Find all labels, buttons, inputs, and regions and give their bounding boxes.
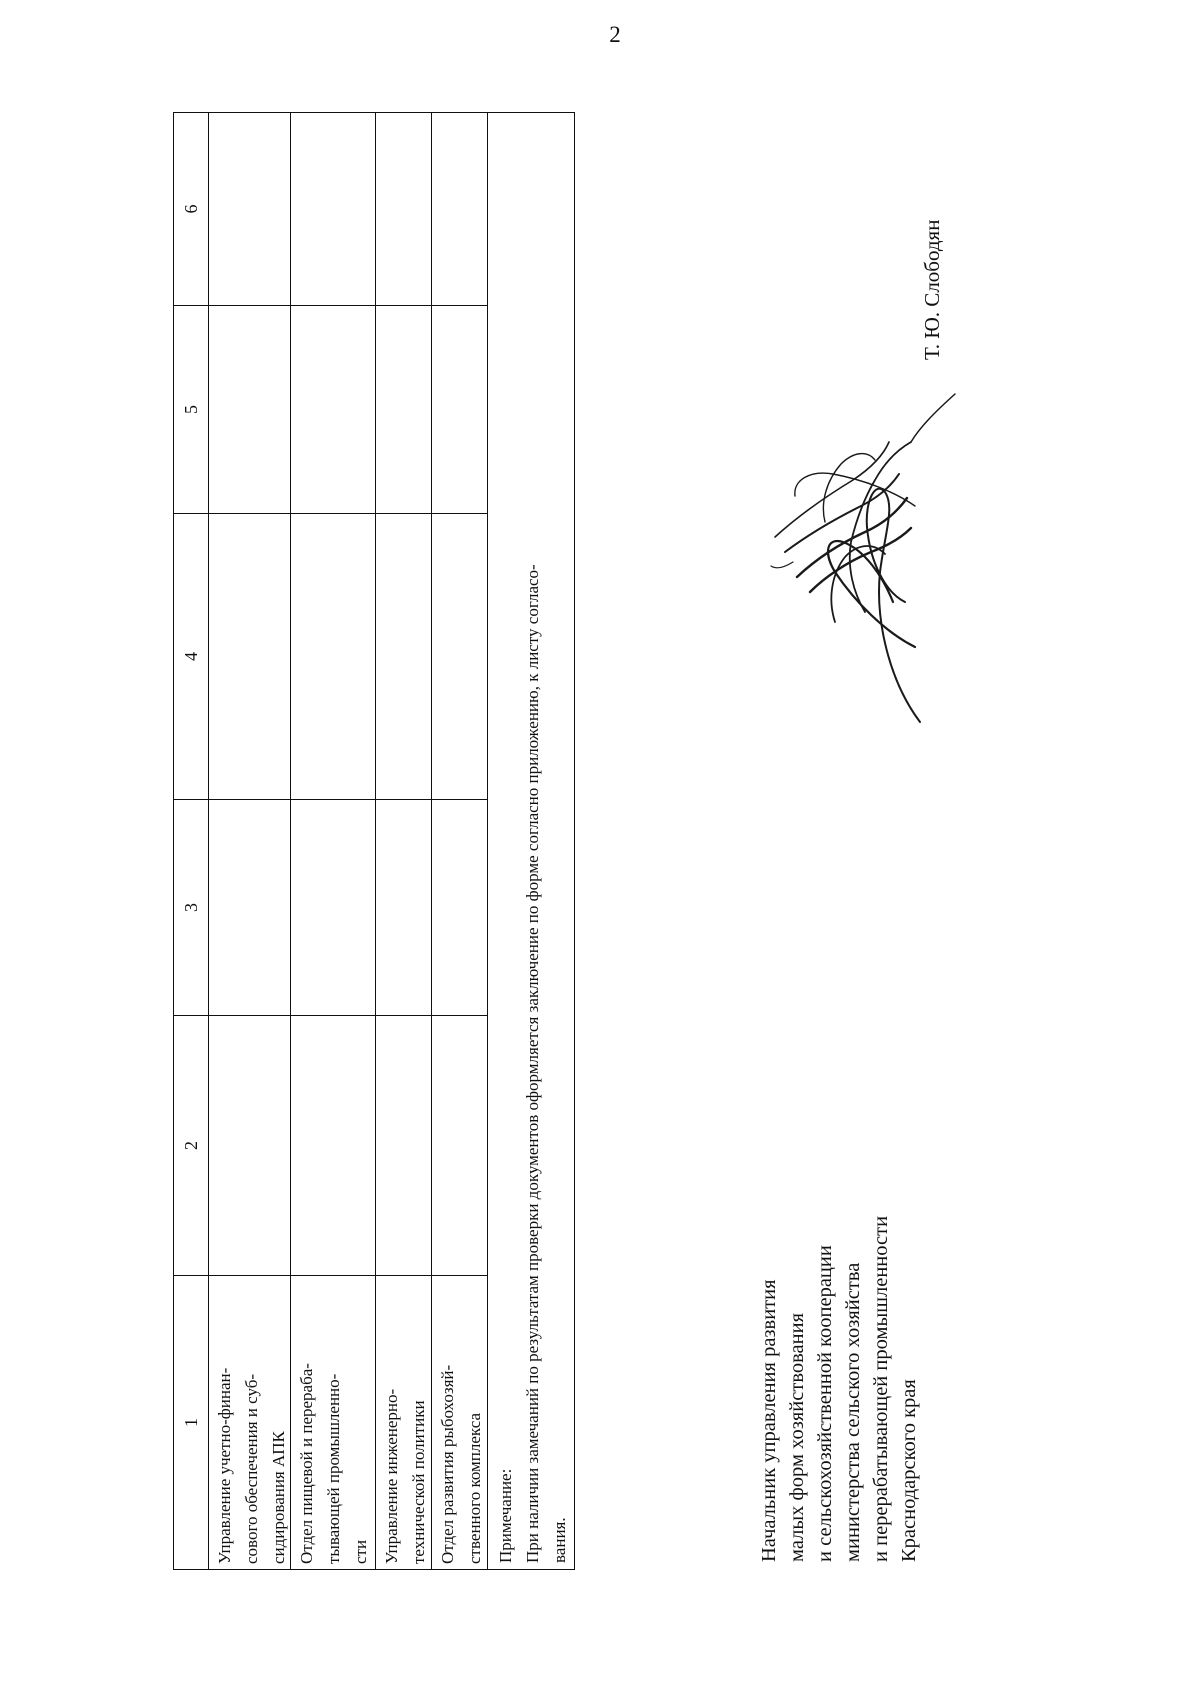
note-label: Примечание: xyxy=(496,1468,515,1563)
column-header: 1 xyxy=(174,1275,208,1569)
table-row xyxy=(432,113,488,1569)
department-name-cell: Управление инженерно- технической политики xyxy=(376,1275,431,1569)
department-name-cell: Управление учетно-финан- сового обеспечения и суб- сидирования АПК xyxy=(209,1275,290,1569)
table-cell xyxy=(291,1015,375,1275)
table-cell xyxy=(376,113,431,305)
signer-name: Т. Ю. Слободян xyxy=(920,219,944,360)
table-cell xyxy=(209,305,290,513)
table-cell xyxy=(376,1015,431,1275)
table-cell xyxy=(291,799,375,1015)
table-cell xyxy=(376,799,431,1015)
table-cell xyxy=(209,1015,290,1275)
department-name-cell: Отдел развития рыбохозяй- ственного комплекса xyxy=(432,1275,487,1569)
table-cell xyxy=(432,305,487,513)
column-header: 6 xyxy=(181,204,201,214)
department-name-cell: Отдел пищевой и перераба- тывающей промышленно- сти xyxy=(291,1275,375,1569)
column-header: 4 xyxy=(174,513,208,799)
table-cell xyxy=(432,1015,487,1275)
signer-position: Начальник управления развития малых форм хозяйствования и сельскохозяйственной кооперации министерства сельского хозяйства и перерабатывающей промышленности Краснодарского края xyxy=(758,1215,920,1562)
table-cell xyxy=(291,513,375,799)
rotated-page-content xyxy=(0,100,1050,1600)
table-cell xyxy=(291,113,375,305)
page-number: 2 xyxy=(609,22,621,47)
table-cell xyxy=(432,799,487,1015)
table-note-row xyxy=(488,113,574,1569)
table-cell xyxy=(432,513,487,799)
table-cell xyxy=(209,799,290,1015)
table-cell xyxy=(376,513,431,799)
table-row xyxy=(209,113,291,1569)
handwritten-signature xyxy=(715,382,1075,742)
table-row xyxy=(376,113,432,1569)
note-text: При наличии замечаний по результатам проверки документов оформляется заключение по форме согласно приложению, к листу согласо- вания. xyxy=(523,564,569,1563)
table-cell xyxy=(291,305,375,513)
table-cell xyxy=(432,113,487,305)
table-cell xyxy=(376,305,431,513)
table-cell xyxy=(209,513,290,799)
table-cell xyxy=(209,113,290,305)
column-header: 5 xyxy=(174,305,208,513)
column-header: 2 xyxy=(174,1015,208,1275)
approval-table xyxy=(173,112,575,1570)
column-header: 3 xyxy=(174,799,208,1015)
table-row xyxy=(291,113,376,1569)
table-header-row xyxy=(174,113,209,1569)
